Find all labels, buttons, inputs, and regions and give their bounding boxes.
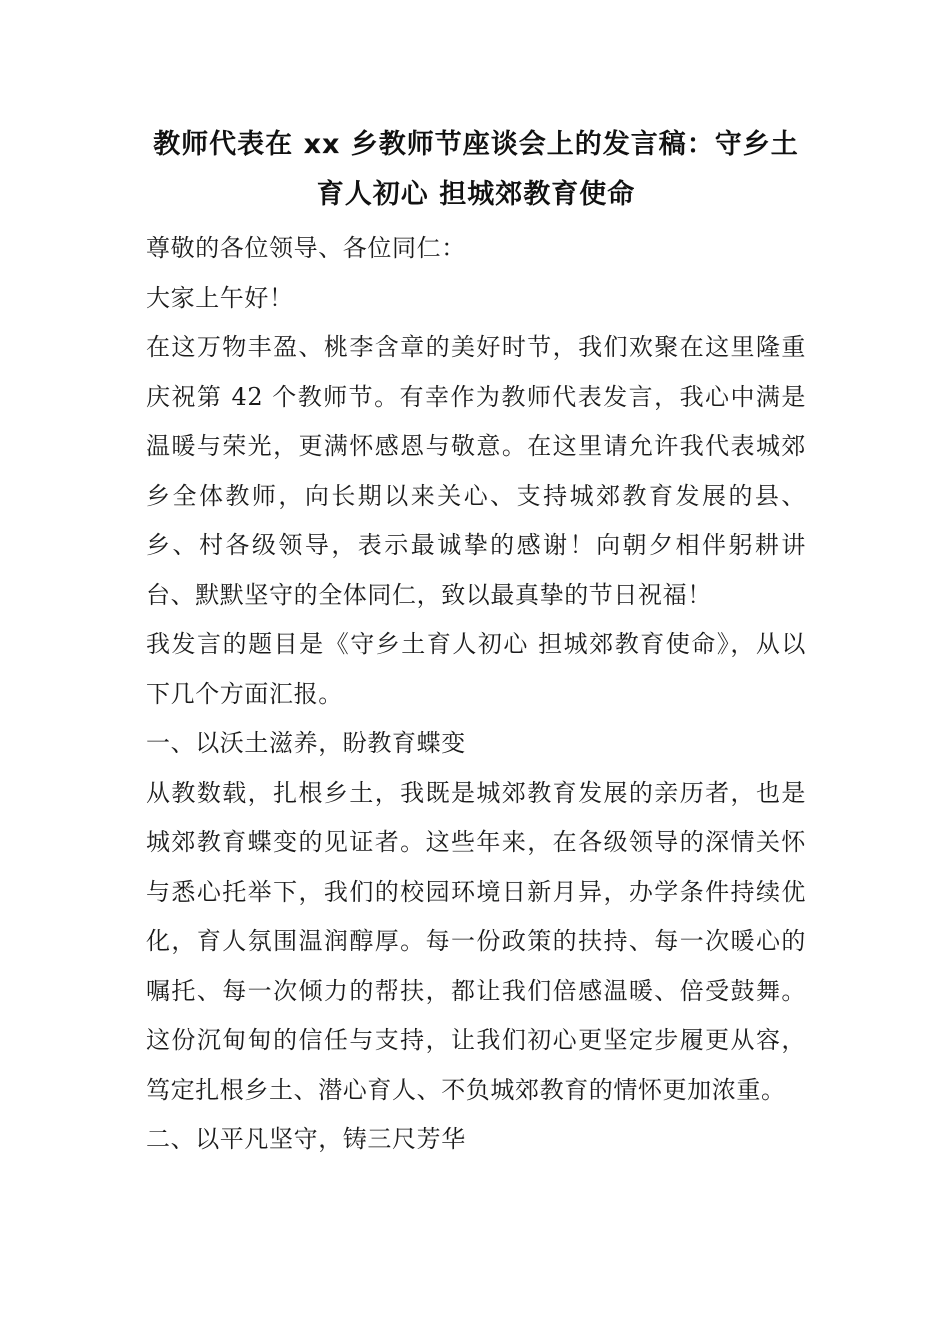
document-page — [146, 120, 806, 1165]
intro-paragraph: 在这万物丰盈、桃李含章的美好时节，我们欢聚在这里隆重庆祝第 42 个教师节。有幸作为教师代表发言，我心中满是温暖与荣光，更满怀感恩与敬意。在这里请允许我代表城郊乡全体教师，向长期以来关心、支持城郊教育发展的县、乡、村各级领导，表示最诚挚的感谢！向朝夕相伴躬耕讲台、默默坚守的全体同仁，致以最真挚的节日祝福！ — [146, 333, 806, 609]
topic-paragraph: 我发言的题目是《守乡土育人初心 担城郊教育使命》，从以下几个方面汇报。 — [146, 630, 806, 708]
section-2-heading: 二、以平凡坚守，铸三尺芳华 — [146, 1125, 466, 1153]
greeting: 大家上午好！ — [146, 283, 294, 312]
salutation: 尊敬的各位领导、各位同仁： — [146, 234, 466, 262]
section-1-paragraph: 从教数载，扎根乡土，我既是城郊教育发展的亲历者，也是城郊教育蝶变的见证者。这些年来，在各级领导的深情关怀与悉心托举下，我们的校园环境日新月异，办学条件持续优化，育人氛围温润醇厚。每一份政策的扶持、每一次暖心的嘱托、每一次倾力的帮扶，都让我们倍感温暖、倍受鼓舞。这份沉甸甸的信任与支持，让我们初心更坚定步履更从容，笃定扎根乡土、潜心育人、不负城郊教育的情怀更加浓重。 — [146, 778, 806, 1104]
document-body — [146, 224, 806, 1165]
document-title-line-2: 育人初心 担城郊教育使命 — [316, 179, 636, 210]
document-title-line-1: 教师代表在 xx 乡教师节座谈会上的发言稿：守乡土 — [153, 129, 799, 160]
section-1-heading: 一、以沃土滋养，盼教育蝶变 — [146, 729, 466, 757]
document-title — [146, 120, 806, 220]
